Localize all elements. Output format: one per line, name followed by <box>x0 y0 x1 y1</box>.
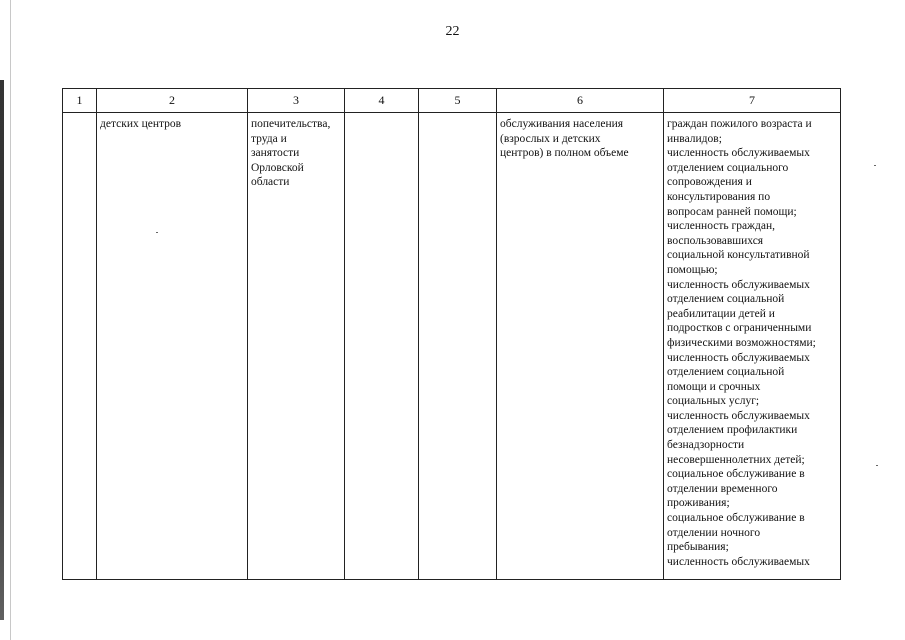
cell-col3-text: попечительства, труда и занятости Орловской области <box>251 118 331 189</box>
column-header-4: 4 <box>345 89 419 113</box>
cell-col2 <box>97 113 248 580</box>
cell-col7-text: граждан пожилого возраста и инвалидов; численность обслуживаемых отделением социального сопровождения и консультирования по вопросам ранней помощи; численность граждан, воспользовавшихся социальной консультативной помощью; численность обслуживаемых отделением социальной реабилитации детей и подростков с ограниченными физическими возможностями; численность обслуживаемых отделением социальной помощи и срочных социальных услуг; численность обслуживаемых отделением профилактики безнадзорности несовершеннолетних детей; социальное обслуживание в отделении временного проживания; социальное обслуживание в отделении ночного пребывания; численность обслуживаемых <box>667 118 816 568</box>
scan-speck <box>876 465 878 466</box>
scan-edge-line <box>10 0 11 640</box>
scan-left-edge <box>0 80 4 620</box>
page-number: 22 <box>445 24 460 39</box>
cell-col2-text: детских центров <box>100 118 182 130</box>
cell-col3 <box>248 113 345 580</box>
cell-col4 <box>345 113 419 580</box>
document-table <box>62 88 841 580</box>
table-row <box>63 113 841 580</box>
table-header-row <box>63 89 841 113</box>
column-header-5: 5 <box>419 89 497 113</box>
column-header-3: 3 <box>248 89 345 113</box>
cell-col6-text: обслуживания населения (взрослых и детских центров) в полном объеме <box>500 118 629 160</box>
cell-col7 <box>664 113 841 580</box>
column-header-2: 2 <box>97 89 248 113</box>
cell-col5 <box>419 113 497 580</box>
column-header-1: 1 <box>63 89 97 113</box>
scan-speck <box>874 165 876 166</box>
column-header-7: 7 <box>664 89 841 113</box>
column-header-6: 6 <box>497 89 664 113</box>
cell-col1 <box>63 113 97 580</box>
cell-col6 <box>497 113 664 580</box>
